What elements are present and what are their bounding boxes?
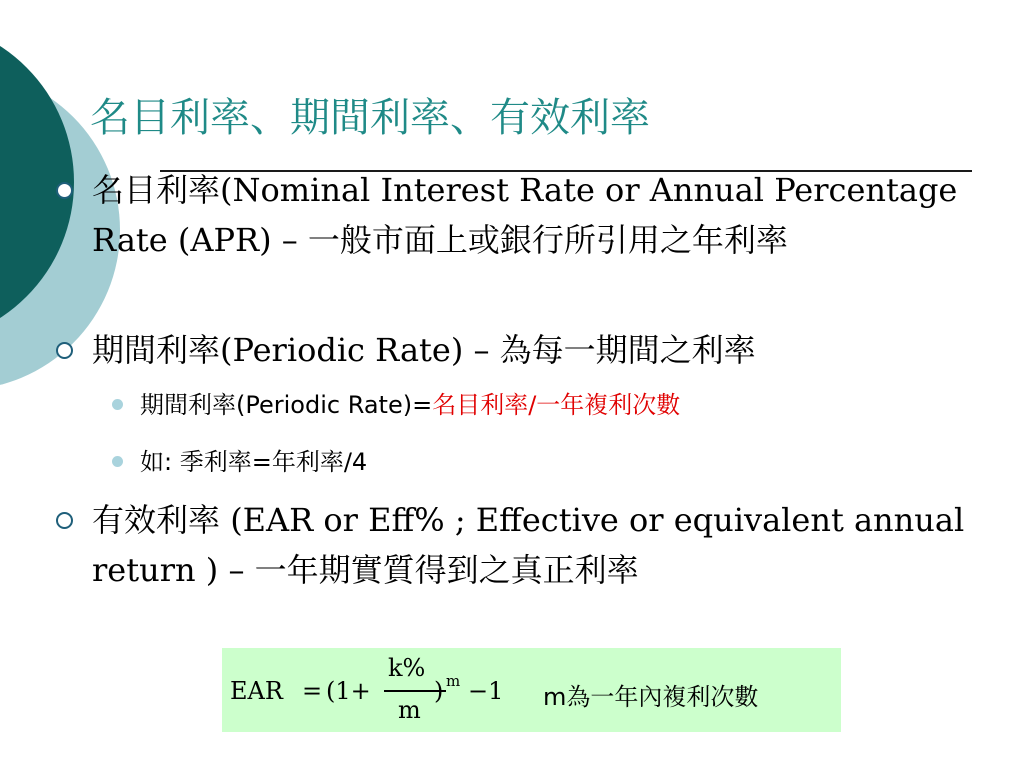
formula-note: m為一年內複利次數: [543, 683, 759, 711]
formula-exponent: m: [446, 672, 461, 690]
hollow-circle-bullet-icon: [56, 182, 73, 199]
bullet-periodic-cjk: 期間利率: [92, 331, 221, 369]
filled-dot-bullet-icon: [112, 399, 123, 410]
formula-open: (1+: [326, 677, 371, 705]
formula-lhs: EAR: [230, 677, 283, 705]
sub-bullet-periodic-red: 名目利率/一年複利次數: [432, 391, 681, 419]
filled-dot-bullet-icon: [112, 456, 123, 467]
bullet-effective-tail: 一年期實質得到之真正利率: [254, 551, 639, 589]
bullet-periodic-tail: 為每一期間之利率: [499, 331, 756, 369]
bullet-periodic-rate: [92, 325, 992, 375]
sub-bullet-periodic-black: 期間利率(Periodic Rate)=: [140, 391, 433, 419]
bullet-periodic-en: (Periodic Rate) –: [220, 331, 500, 369]
formula-equals: =: [302, 677, 323, 705]
bullet-effective-rate: [92, 495, 992, 595]
hollow-circle-bullet-icon: [56, 512, 73, 529]
sub-bullet-example: [140, 442, 1000, 482]
formula-close: ): [434, 677, 444, 705]
formula-numerator: k%: [388, 654, 426, 682]
bullet-effective-en: (EAR or Eff% ; Effective or equivalent annual return ) –: [92, 501, 965, 589]
bullet-nominal-rate: [92, 165, 992, 265]
bullet-nominal-en: (Nominal Interest Rate or Annual Percentage Rate (APR) –: [92, 171, 958, 259]
bullet-effective-cjk: 有效利率: [92, 501, 231, 539]
sub-bullet-periodic-formula: [140, 385, 1000, 425]
bullet-nominal-tail: 一般市面上或銀行所引用之年利率: [307, 221, 788, 259]
formula-minus-one: −1: [468, 677, 504, 705]
sub-bullet-example-text: 如: 季利率=年利率/4: [140, 448, 368, 476]
bullet-nominal-cjk: 名目利率: [92, 171, 221, 209]
hollow-circle-bullet-icon: [56, 342, 73, 359]
ear-formula-box: [222, 648, 841, 732]
slide-title: 名目利率、期間利率、有效利率: [90, 95, 650, 141]
formula-denominator: m: [398, 696, 421, 724]
